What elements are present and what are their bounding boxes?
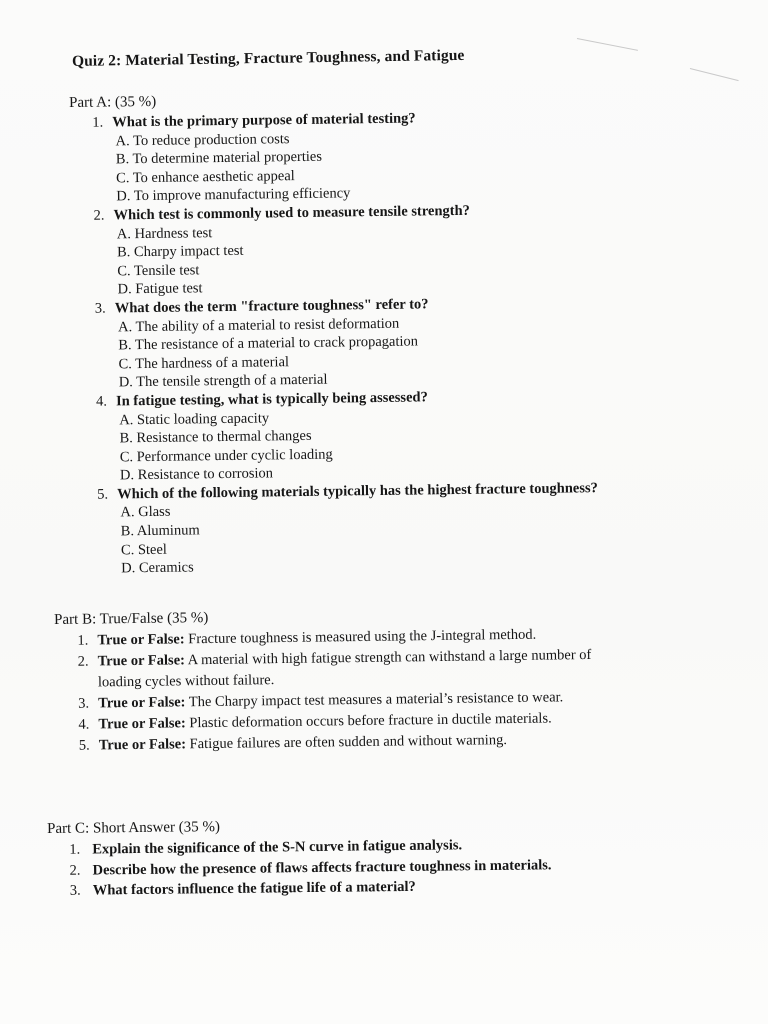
question-number: 3. bbox=[94, 300, 106, 317]
part-a-heading: Part A: (35 %) bbox=[69, 93, 157, 111]
scan-mark bbox=[690, 68, 739, 81]
question-number: 4. bbox=[95, 393, 108, 410]
answer-option: B. Charpy impact test bbox=[116, 242, 244, 261]
quiz-title: Quiz 2: Material Testing, Fracture Toughness, and Fatigue bbox=[71, 46, 465, 70]
statement-text: Fracture toughness is measured using the J-integral method. bbox=[188, 626, 537, 648]
statement-text: The Charpy impact test measures a material’s resistance to wear. bbox=[188, 688, 564, 710]
mc-question bbox=[72, 292, 673, 393]
question-text: What is the primary purpose of material testing? bbox=[112, 110, 416, 131]
answer-option: C. To enhance aesthetic appeal bbox=[116, 167, 295, 187]
answer-option: C. Performance under cyclic loading bbox=[119, 446, 333, 466]
answer-option: A. The ability of a material to resist deformation bbox=[117, 315, 400, 335]
mc-question bbox=[74, 478, 675, 579]
part-b-heading: Part B: True/False (35 %) bbox=[54, 609, 209, 628]
question-text: Which of the following materials typically has the highest fracture toughness? bbox=[117, 479, 598, 503]
part-b-statement-list bbox=[54, 623, 656, 756]
answer-option: A. Static loading capacity bbox=[119, 409, 270, 428]
answer-option: A. Hardness test bbox=[116, 224, 213, 242]
statement-number: 1. bbox=[77, 632, 89, 649]
true-false-prefix: True or False: bbox=[97, 631, 185, 649]
question-text: Which test is commonly used to measure tensile strength? bbox=[113, 202, 470, 224]
mc-question bbox=[69, 106, 670, 207]
mc-question bbox=[73, 385, 674, 486]
question-number: 1. bbox=[92, 114, 104, 131]
answer-option: D. Ceramics bbox=[121, 559, 194, 577]
question-number: 2. bbox=[69, 862, 81, 879]
answer-option: A. To reduce production costs bbox=[115, 130, 290, 149]
statement-text: Fatigue failures are often sudden and without warning. bbox=[189, 731, 508, 752]
part-a-question-list bbox=[69, 106, 675, 579]
answer-option: C. Steel bbox=[120, 541, 167, 559]
question-text: What factors influence the fatigue life of a material? bbox=[92, 878, 416, 899]
answer-option: D. Fatigue test bbox=[117, 280, 203, 298]
question-text: Explain the significance of the S-N curve in fatigue analysis. bbox=[92, 837, 463, 858]
part-c-section bbox=[47, 813, 648, 901]
statement-number: 3. bbox=[78, 695, 90, 712]
answer-option: B. The resistance of a material to crack propagation bbox=[118, 333, 419, 354]
true-false-prefix: True or False: bbox=[98, 693, 186, 711]
statement-number: 2. bbox=[77, 653, 89, 670]
answer-option: D. Resistance to corrosion bbox=[119, 465, 274, 484]
question-text: What does the term "fracture toughness" refer to? bbox=[114, 296, 429, 317]
true-false-item bbox=[55, 645, 618, 693]
answer-option: B. Resistance to thermal changes bbox=[119, 427, 312, 447]
true-false-prefix: True or False: bbox=[98, 735, 187, 753]
statement-number: 5. bbox=[78, 737, 90, 754]
answer-option: B. Aluminum bbox=[120, 522, 200, 540]
true-false-prefix: True or False: bbox=[97, 652, 186, 670]
question-text: Describe how the presence of flaws affects fracture toughness in materials. bbox=[92, 856, 552, 878]
answer-option: C. The hardness of a material bbox=[118, 353, 290, 373]
part-c-question-list bbox=[47, 833, 648, 901]
part-c-heading: Part C: Short Answer (35 %) bbox=[47, 819, 221, 837]
answer-option: A. Glass bbox=[120, 504, 171, 521]
question-number: 5. bbox=[97, 486, 109, 503]
statement-number: 4. bbox=[78, 716, 90, 733]
statement-text: Plastic deformation occurs before fracture in ductile materials. bbox=[189, 709, 552, 731]
question-number: 1. bbox=[69, 841, 81, 858]
answer-option: B. To determine material properties bbox=[115, 148, 323, 168]
answer-option: C. Tensile test bbox=[117, 262, 200, 280]
part-a-section bbox=[69, 86, 675, 579]
mc-question bbox=[70, 199, 671, 300]
answer-option: D. To improve manufacturing efficiency bbox=[116, 185, 351, 205]
true-false-prefix: True or False: bbox=[98, 714, 186, 732]
question-text: In fatigue testing, what is typically being assessed? bbox=[115, 389, 428, 410]
answer-option: D. The tensile strength of a material bbox=[118, 371, 328, 391]
scan-mark bbox=[577, 38, 638, 51]
question-number: 3. bbox=[69, 882, 81, 899]
statement-text: A material with high fatigue strength can withstand a large number of loading cycles without failure. bbox=[97, 646, 592, 690]
part-b-section bbox=[54, 603, 656, 756]
question-number: 2. bbox=[93, 207, 105, 224]
